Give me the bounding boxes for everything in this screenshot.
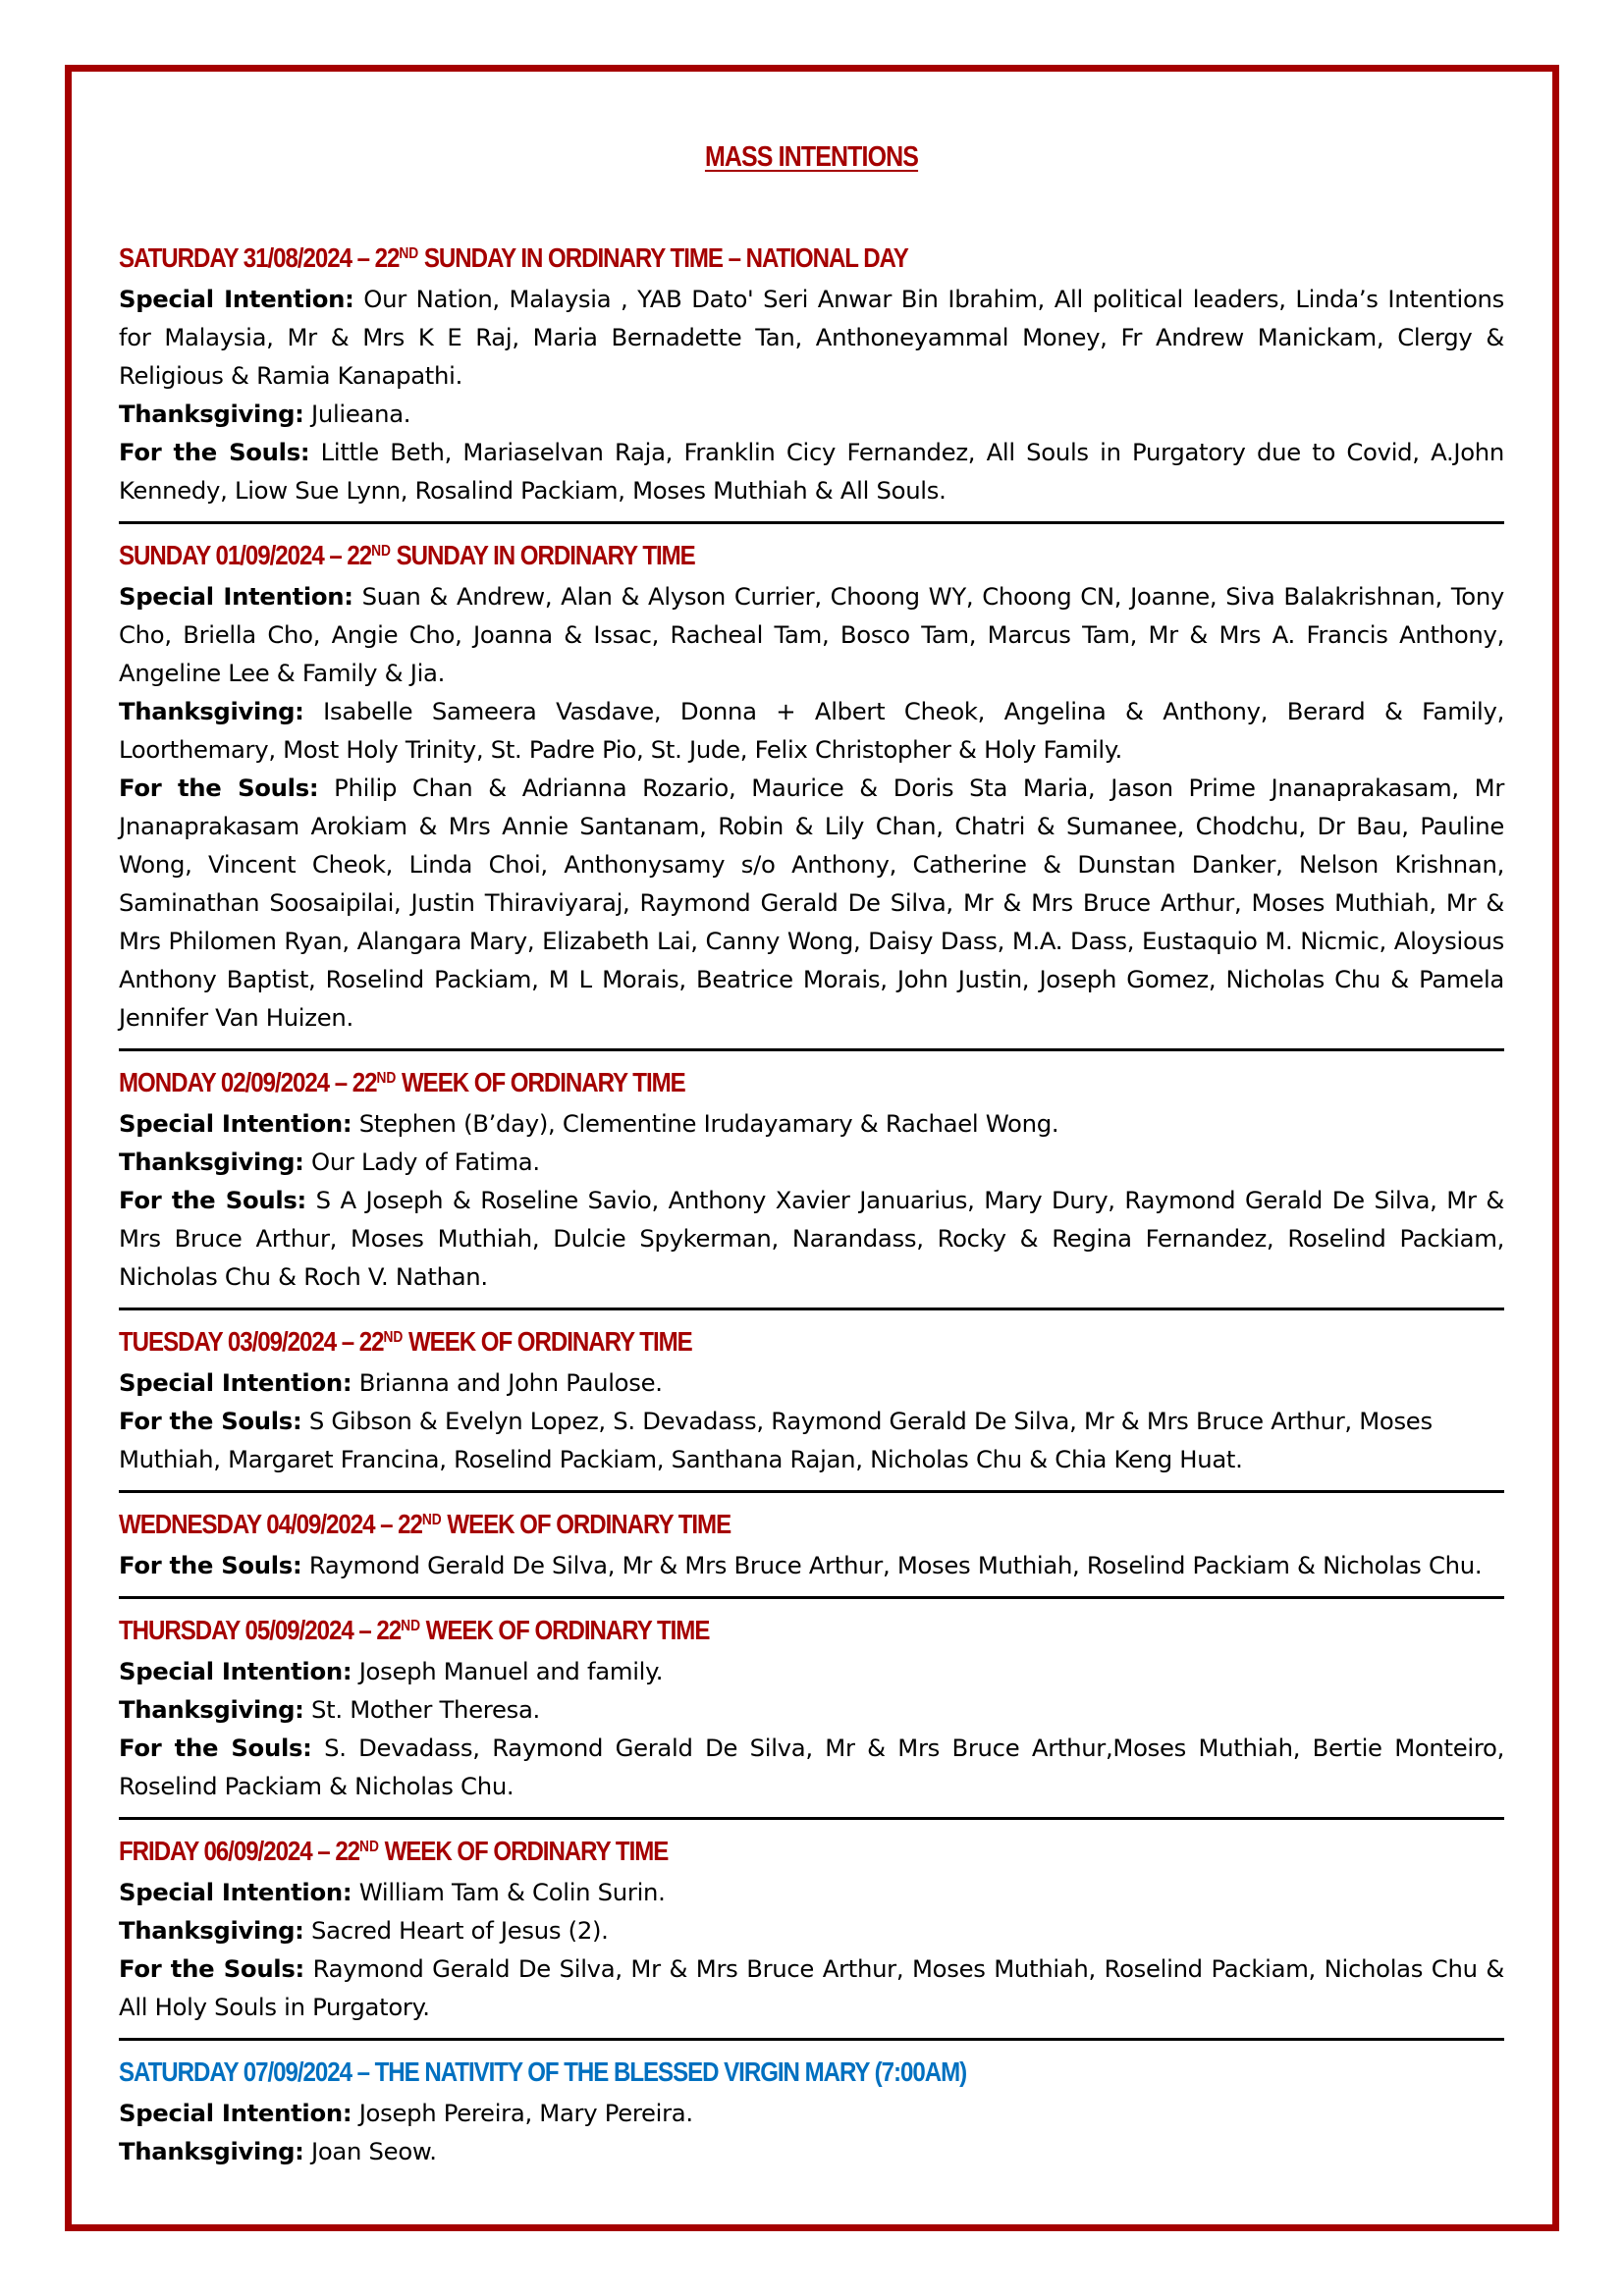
for-the-souls-entry: [119, 1181, 1504, 1296]
entry-text: Joan Seow.: [303, 2137, 437, 2165]
entry-text: Stephen (B’day), Clementine Irudayamary & Rachael Wong.: [352, 1109, 1059, 1138]
entry-text: Julieana.: [303, 400, 411, 428]
thanksgiving-entry: [119, 1911, 1504, 1949]
entry-text: Our Nation, Malaysia , YAB Dato' Seri Anwar Bin Ibrahim, All political leaders, Linda’s Intentions for Malaysia, Mr & Mrs K E Raj, Maria Bernadette Tan, Anthoneyammal Money, Fr Andrew Manickam, Clergy & Religious & Ramia Kanapathi.: [119, 285, 1504, 390]
special-intention-entry: [119, 1873, 1504, 1911]
for-the-souls-entry: [119, 1402, 1504, 1478]
section-divider: [119, 2038, 1504, 2041]
entry-label: For the Souls:: [119, 774, 319, 802]
day-section-tuesday-03-09: [119, 1323, 1504, 1478]
entry-label: Thanksgiving:: [119, 1916, 304, 1945]
day-section-wednesday-04-09: [119, 1506, 1504, 1584]
for-the-souls-entry: [119, 1949, 1504, 2026]
heading-text-rest: WEEK OF ORDINARY TIME: [378, 1836, 669, 1866]
day-heading: [119, 1323, 1310, 1361]
entry-text: St. Mother Theresa.: [303, 1695, 540, 1724]
heading-ordinal-suffix: ND: [371, 543, 391, 560]
section-divider: [119, 1308, 1504, 1310]
section-divider: [119, 1596, 1504, 1599]
heading-text: THURSDAY 05/09/2024 – 22: [119, 1615, 402, 1645]
entry-label: For the Souls:: [119, 1954, 304, 1983]
heading-text: SATURDAY 07/09/2024 – THE NATIVITY OF THE BLESSED VIRGIN MARY (7:00AM): [119, 2056, 967, 2087]
mass-intentions-document: [119, 137, 1504, 2170]
for-the-souls-entry: [119, 769, 1504, 1037]
entry-text: Suan & Andrew, Alan & Alyson Currier, Choong WY, Choong CN, Joanne, Siva Balakrishnan, Tony Cho, Briella Cho, Angie Cho, Joanna & Issac, Racheal Tam, Bosco Tam, Marcus Tam, Mr & Mrs A. Francis Anthony, Angeline Lee & Family & Jia.: [119, 582, 1504, 687]
day-section-friday-06-09: [119, 1833, 1504, 2026]
entry-label: Special Intention:: [119, 582, 353, 611]
entry-text: William Tam & Colin Surin.: [352, 1878, 666, 1906]
day-heading: [119, 1064, 1310, 1101]
heading-text: SUNDAY 01/09/2024 – 22: [119, 540, 372, 570]
section-divider: [119, 521, 1504, 524]
entry-label: Special Intention:: [119, 285, 354, 313]
day-heading: [119, 537, 1310, 574]
entry-label: Special Intention:: [119, 1878, 352, 1906]
special-intention-entry: [119, 1652, 1504, 1690]
for-the-souls-entry: [119, 433, 1504, 509]
entry-text: Brianna and John Paulose.: [352, 1368, 663, 1397]
entry-label: For the Souls:: [119, 438, 310, 466]
heading-ordinal-suffix: ND: [399, 245, 419, 262]
entry-text: Joseph Manuel and family.: [352, 1657, 664, 1685]
entry-text: Raymond Gerald De Silva, Mr & Mrs Bruce Arthur, Moses Muthiah, Roselind Packiam, Nicholas Chu & All Holy Souls in Purgatory.: [119, 1954, 1505, 2021]
heading-ordinal-suffix: ND: [359, 1839, 379, 1855]
heading-text: WEDNESDAY 04/09/2024 – 22: [119, 1509, 422, 1539]
section-divider: [119, 1490, 1504, 1493]
heading-text-rest: WEEK OF ORDINARY TIME: [403, 1326, 692, 1357]
day-heading: [119, 1612, 1310, 1649]
special-intention-entry: [119, 1104, 1504, 1143]
entry-text: Sacred Heart of Jesus (2).: [303, 1916, 609, 1945]
day-heading: [119, 1506, 1310, 1543]
day-section-thursday-05-09: [119, 1612, 1504, 1805]
entry-text: Our Lady of Fatima.: [303, 1148, 540, 1176]
special-intention-entry: [119, 2094, 1504, 2132]
entry-label: Thanksgiving:: [119, 1148, 304, 1176]
entry-label: For the Souls:: [119, 1407, 302, 1435]
entry-label: Thanksgiving:: [119, 400, 304, 428]
heading-ordinal-suffix: ND: [383, 1329, 404, 1346]
heading-ordinal-suffix: ND: [421, 1512, 442, 1528]
heading-text-rest: WEEK OF ORDINARY TIME: [441, 1509, 731, 1539]
thanksgiving-entry: [119, 1690, 1504, 1729]
for-the-souls-entry: [119, 1546, 1504, 1584]
page-title: MASS INTENTIONS: [704, 141, 919, 173]
thanksgiving-entry: [119, 1143, 1504, 1181]
heading-text-rest: WEEK OF ORDINARY TIME: [396, 1067, 685, 1097]
entry-text: Raymond Gerald De Silva, Mr & Mrs Bruce Arthur, Moses Muthiah, Roselind Packiam & Nicholas Chu.: [301, 1551, 1483, 1579]
section-divider: [119, 1817, 1504, 1820]
special-intention-entry: [119, 577, 1504, 692]
entry-text: S. Devadass, Raymond Gerald De Silva, Mr & Mrs Bruce Arthur,Moses Muthiah, Bertie Monteiro, Roselind Packiam & Nicholas Chu.: [119, 1734, 1504, 1800]
heading-text: TUESDAY 03/09/2024 – 22: [119, 1326, 384, 1357]
entry-text: Little Beth, Mariaselvan Raja, Franklin Cicy Fernandez, All Souls in Purgatory due to Covid, A.John Kennedy, Liow Sue Lynn, Rosalind Packiam, Moses Muthiah & All Souls.: [119, 438, 1505, 505]
entry-label: Thanksgiving:: [119, 697, 304, 725]
heading-text-rest: WEEK OF ORDINARY TIME: [420, 1615, 710, 1645]
entry-label: Special Intention:: [119, 1657, 352, 1685]
entry-label: Thanksgiving:: [119, 2137, 304, 2165]
entry-text: S A Joseph & Roseline Savio, Anthony Xavier Januarius, Mary Dury, Raymond Gerald De Silva, Mr & Mrs Bruce Arthur, Moses Muthiah, Dulcie Spykerman, Narandass, Rocky & Regina Fernandez, Roselind Packiam, Nicholas Chu & Roch V. Nathan.: [119, 1186, 1505, 1291]
entry-label: For the Souls:: [119, 1186, 306, 1214]
entry-text: Isabelle Sameera Vasdave, Donna + Albert Cheok, Angelina & Anthony, Berard & Family, Loorthemary, Most Holy Trinity, St. Padre Pio, St. Jude, Felix Christopher & Holy Family.: [119, 697, 1504, 764]
section-divider: [119, 1048, 1504, 1051]
thanksgiving-entry: [119, 692, 1504, 769]
thanksgiving-entry: [119, 395, 1504, 433]
entry-label: For the Souls:: [119, 1551, 302, 1579]
heading-text: SATURDAY 31/08/2024 – 22: [119, 242, 400, 273]
heading-text: FRIDAY 06/09/2024 – 22: [119, 1836, 360, 1866]
entry-label: Special Intention:: [119, 2099, 352, 2127]
day-heading: [119, 2054, 1310, 2091]
special-intention-entry: [119, 1363, 1504, 1402]
heading-text: MONDAY 02/09/2024 – 22: [119, 1067, 377, 1097]
heading-ordinal-suffix: ND: [376, 1070, 397, 1087]
day-section-sunday-01-09: [119, 537, 1504, 1037]
day-section-saturday-07-09: [119, 2054, 1504, 2170]
entry-label: Thanksgiving:: [119, 1695, 304, 1724]
entry-text: Joseph Pereira, Mary Pereira.: [352, 2099, 693, 2127]
special-intention-entry: [119, 280, 1504, 395]
heading-text-rest: SUNDAY IN ORDINARY TIME – NATIONAL DAY: [418, 242, 908, 273]
heading-ordinal-suffix: ND: [401, 1618, 421, 1634]
day-section-monday-02-09: [119, 1064, 1504, 1296]
entry-text: S Gibson & Evelyn Lopez, S. Devadass, Raymond Gerald De Silva, Mr & Mrs Bruce Arthur, Moses Muthiah, Margaret Francina, Roselind Packiam, Santhana Rajan, Nicholas Chu & Chia Keng Huat.: [119, 1407, 1433, 1473]
entry-text: Philip Chan & Adrianna Rozario, Maurice & Doris Sta Maria, Jason Prime Jnanaprakasam, Mr Jnanaprakasam Arokiam & Mrs Annie Santanam, Robin & Lily Chan, Chatri & Sumanee, Chodchu, Dr Bau, Pauline Wong, Vincent Cheok, Linda Choi, Anthonysamy s/o Anthony, Catherine & Dunstan Danker, Nelson Krishnan, Saminathan Soosaipilai, Justin Thiraviyaraj, Raymond Gerald De Silva, Mr & Mrs Bruce Arthur, Moses Muthiah, Mr & Mrs Philomen Ryan, Alangara Mary, Elizabeth Lai, Canny Wong, Daisy Dass, M.A. Dass, Eustaquio M. Nicmic, Aloysious Anthony Baptist, Roselind Packiam, M L Morais, Beatrice Morais, John Justin, Joseph Gomez, Nicholas Chu & Pamela Jennifer Van Huizen.: [119, 774, 1505, 1032]
for-the-souls-entry: [119, 1729, 1504, 1805]
day-section-saturday-31-08: [119, 240, 1504, 509]
entry-label: For the Souls:: [119, 1734, 312, 1762]
day-heading: [119, 1833, 1310, 1870]
entry-label: Special Intention:: [119, 1109, 352, 1138]
entry-label: Special Intention:: [119, 1368, 352, 1397]
day-heading: [119, 240, 1310, 277]
heading-text-rest: SUNDAY IN ORDINARY TIME: [390, 540, 695, 570]
thanksgiving-entry: [119, 2132, 1504, 2170]
